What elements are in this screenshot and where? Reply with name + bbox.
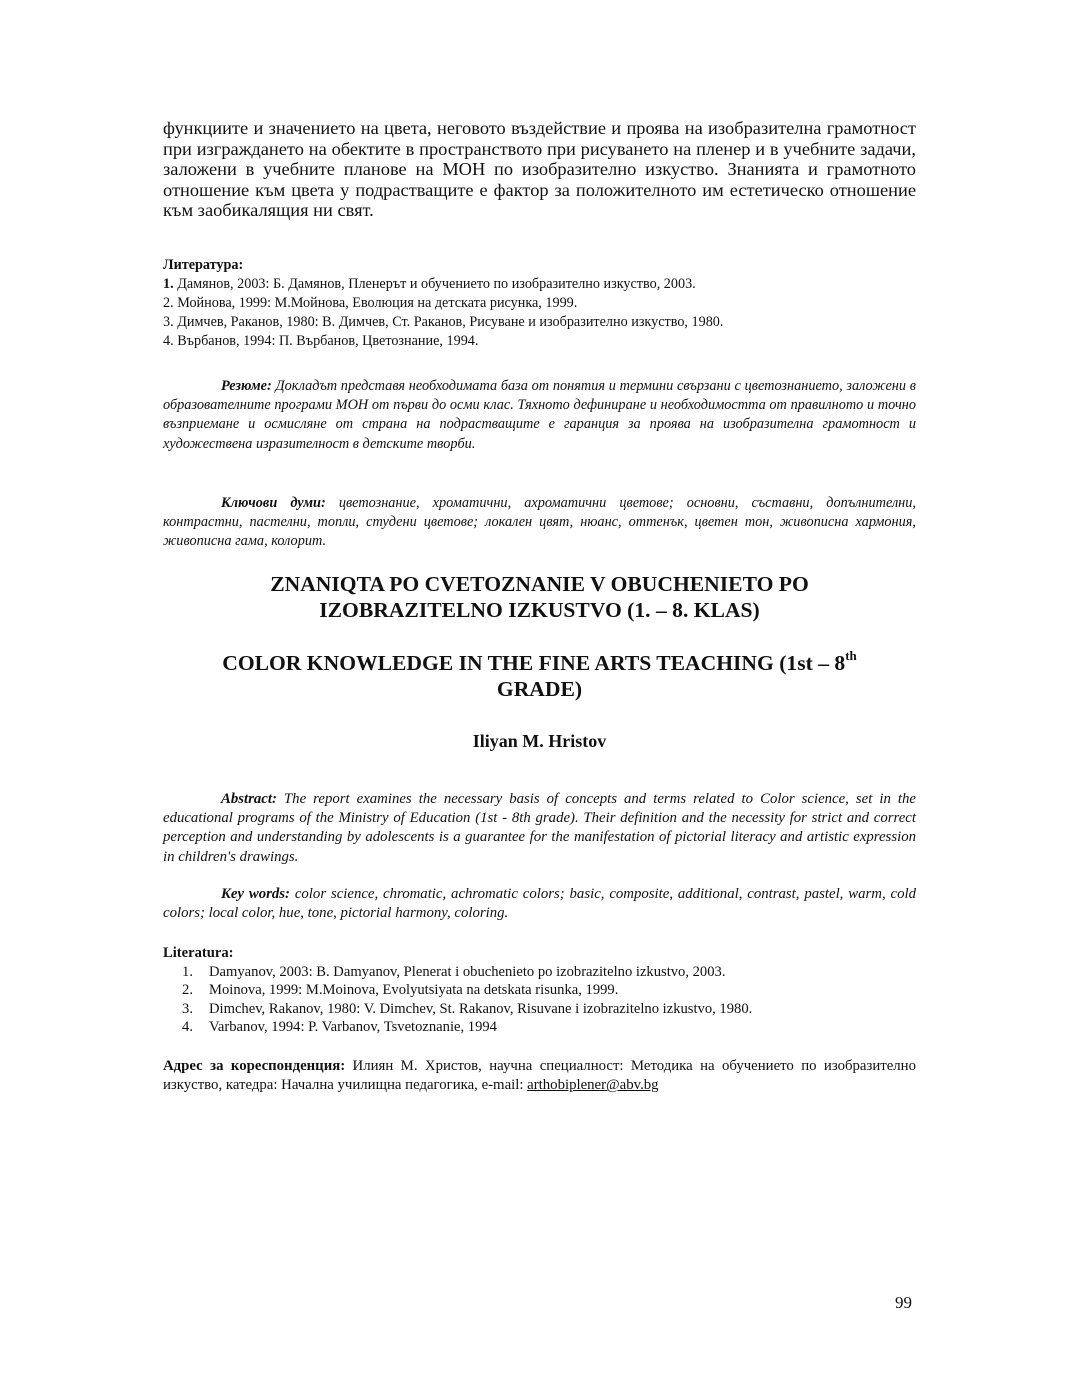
page-number: 99	[895, 1293, 912, 1312]
keywords-en-paragraph	[163, 885, 916, 923]
keywords-en-text: color science, chromatic, achromatic colors; basic, composite, additional, contrast, pastel, warm, cold colors; local color, hue, tone, pictorial harmony, coloring.	[163, 886, 916, 922]
resume-label: Резюме:	[221, 378, 272, 394]
correspondence-address	[163, 1057, 916, 1095]
author-name: Iliyan M. Hristov	[472, 731, 607, 751]
reference-item: 1. Damyanov, 2003: B. Damyanov, Plenerat i obuchenieto po izobrazitelno izkustvo, 2003.	[182, 963, 726, 980]
address-label: Адрес за кореспонденция:	[163, 1058, 346, 1074]
address-text: Илиян М. Христов, научна специалност: Методика на обучението по изобразително изкуство, катедра: Начална училищна педагогика, e-mail:	[163, 1058, 916, 1094]
reference-item: 4. Varbanov, 1994: P. Varbanov, Tsvetoznanie, 1994	[182, 1019, 497, 1036]
email-link[interactable]: arthobiplener@abv.bg	[527, 1077, 659, 1094]
reference-item: 4. Върбанов, 1994: П. Върбанов, Цветознание, 1994.	[163, 333, 479, 349]
abstract-text: The report examines the necessary basis of concepts and terms related to Color science, set in the educational programs of the Ministry of Education (1st - 8th grade). Their definition and the necessity for strict and correct perception and understanding by adolescents is a guarantee for the manifestation of pictorial literacy and artistic expression in children's drawings.	[163, 791, 916, 865]
references-en-heading: Literatura:	[163, 945, 234, 961]
title-english: COLOR KNOWLEDGE IN THE FINE ARTS TEACHING (1st – 8th GRADE)	[222, 648, 857, 701]
intro-paragraph: функциите и значението на цвета, неговото въздействие и проява на изобразителна грамотност при изграждането на обектите в пространството при рисуването на пленер и в учебните задачи, заложени в учебните планове на МОН по изобразително изкуство. Знанията и грамотното отношение към цвета у подрастващите е фактор за положителното им естетическо отношение към заобикалящия ни свят.	[163, 118, 916, 221]
references-en	[163, 944, 916, 1037]
abstract-label: Abstract:	[221, 791, 277, 807]
reference-item: 3. Димчев, Раканов, 1980: В. Димчев, Ст. Раканов, Рисуване и изобразително изкуство, 1980.	[163, 314, 724, 330]
references-bg-heading: Литература:	[163, 257, 244, 273]
resume-text: Докладът представя необходимата база от понятия и термини свързани с цветознанието, заложени в образователните програми МОН от първи до осми клас. Тяхното дефиниране и необходимостта от правилното и точно възприемане и осмисляне от страна на подрастващите е гаранция за проява на изобразителна грамотност и художествена изразителност в детските творби.	[163, 378, 916, 452]
reference-item: 2. Мойнова, 1999: М.Мойнова, Еволюция на детската рисунка, 1999.	[163, 295, 578, 311]
keywords-en-label: Key words:	[221, 886, 290, 902]
keywords-bg-label: Ключови думи:	[221, 495, 326, 511]
references-bg	[163, 256, 916, 351]
reference-item: 3. Dimchev, Rakanov, 1980: V. Dimchev, St. Rakanov, Risuvane i izobrazitelno izkustvo, 1980.	[182, 1000, 753, 1017]
reference-item: 1. Дамянов, 2003: Б. Дамянов, Пленерът и обучението по изобразително изкуство, 2003.	[163, 276, 696, 292]
keywords-bg-text: цветознание, хроматични, ахроматични цветове; основни, съставни, допълнителни, контрастни, пастелни, топли, студени цветове; локален цвят, нюанс, оттенък, цветен тон, живописна хармония, живописна гама, колорит.	[163, 495, 916, 550]
keywords-bg-paragraph	[163, 494, 916, 552]
resume-paragraph	[163, 377, 916, 454]
abstract-paragraph	[163, 790, 916, 867]
reference-item: 2. Moinova, 1999: M.Moinova, Evolyutsiyata na detskata risunka, 1999.	[182, 982, 619, 999]
title-transliterated: ZNANIQTA PO CVETOZNANIE V OBUCHENIETO PO IZOBRAZITELNO IZKUSTVO (1. – 8. KLAS)	[270, 572, 809, 622]
